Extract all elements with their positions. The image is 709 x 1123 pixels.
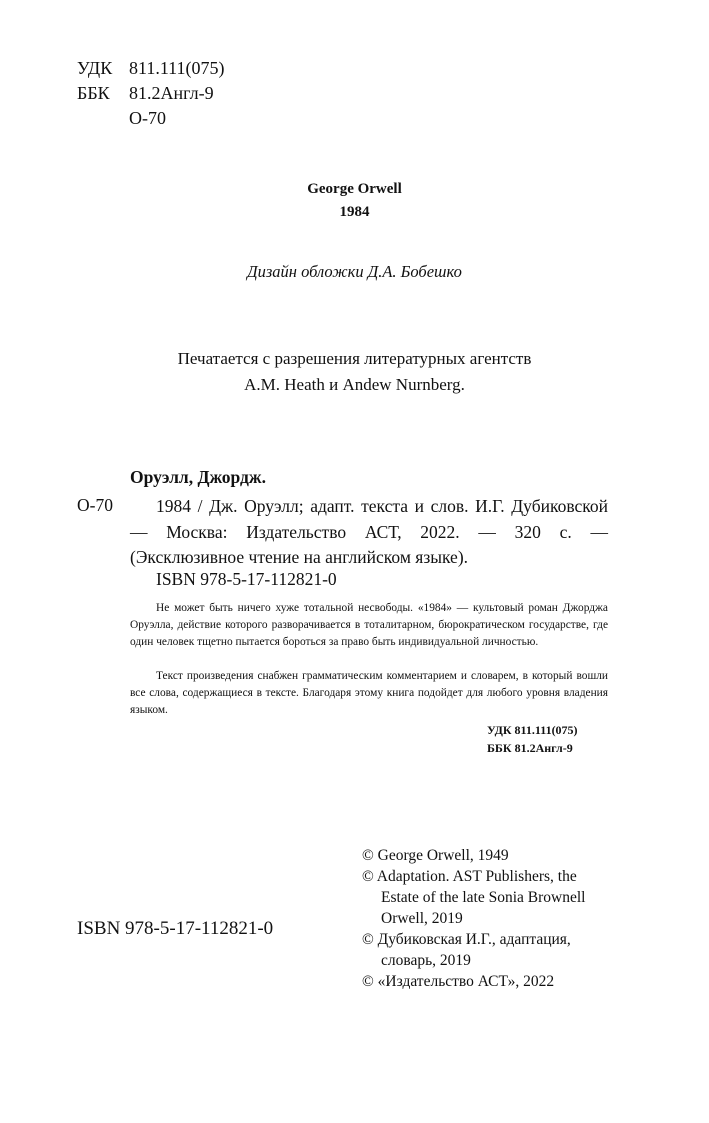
title-book: 1984 [339,204,370,220]
copyright-line-4: Orwell, 2019 [381,910,463,927]
bib-description: 1984 / Дж. Оруэлл; адапт. текста и слов. И.Г. Дубиковской — Москва: Издательство АСТ, 2022. — 320 с. — (Эксклюзивное чтение на английском языке). [130,496,608,567]
udk-value: 811.111(075) [129,58,225,78]
license-line-2: A.M. Heath и Andew Nurnberg. [244,375,465,394]
footer-isbn: ISBN 978-5-17-112821-0 [77,918,274,939]
copyright-line-1: © George Orwell, 1949 [362,847,509,864]
udk-row [77,57,224,79]
annotation-bbk: ББК 81.2Англ-9 [487,741,573,755]
udk-label: УДК [77,58,113,78]
author-mark-row [77,107,166,129]
bib-author: Оруэлл, Джордж. [130,467,266,487]
license-line-1: Печатается с разрешения литературных агентств [177,349,532,368]
bib-isbn: ISBN 978-5-17-112821-0 [156,569,337,589]
copyright-line-7: © «Издательство АСТ», 2022 [362,973,555,990]
cover-design-credit: Дизайн обложки Д.А. Бобешко [247,262,462,281]
title-author: George Orwell [307,181,402,197]
annotation-paragraph-2: Текст произведения снабжен грамматическим комментарием и словарем, в который вошли все слова, содержащиеся в тексте. Благодаря этому книга подойдет для любого уровня владения языком. [130,670,608,716]
annotation-paragraph-1: Не может быть ничего хуже тотальной несвободы. «1984» — культовый роман Джорджа Оруэлла, действие которого разворачивается в тоталитарном, бюрократическом государстве, где один человек тщетно пытается бороться за право быть индивидуальной личностью. [130,602,608,648]
bbk-row [77,82,214,104]
copyright-line-3: Estate of the late Sonia Brownell [381,889,586,906]
author-mark: О-70 [129,108,166,128]
bib-author-mark: О-70 [77,495,113,515]
copyright-line-2: © Adaptation. AST Publishers, the [362,868,577,885]
annotation-udk: УДК 811.111(075) [487,723,578,737]
bbk-value: 81.2Англ-9 [129,83,214,103]
copyright-line-6: словарь, 2019 [381,952,471,969]
copyright-line-5: © Дубиковская И.Г., адаптация, [362,931,571,948]
bbk-label: ББК [77,83,110,103]
